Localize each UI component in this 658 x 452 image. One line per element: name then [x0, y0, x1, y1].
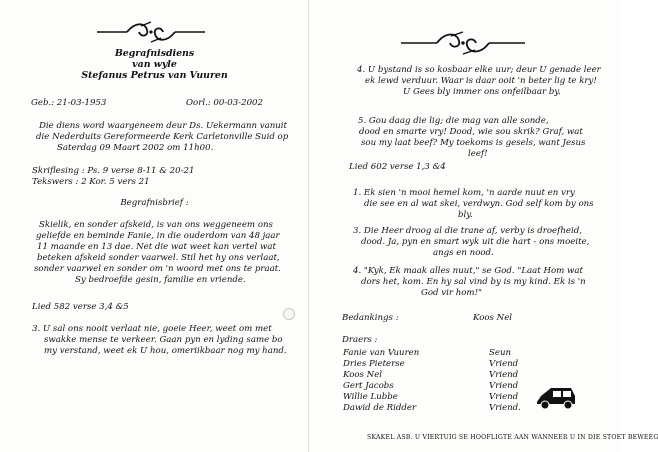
letter-line: sonder vaarwel en sonder om 'n woord met ons te praat. [34, 264, 281, 274]
hymn-verse-line: my verstand, weet ek U hou, omeriikbaar nog my hand. [44, 346, 287, 356]
hymn-reference: Lied 582 verse 3,4 &5 [32, 302, 129, 312]
letter-heading: Begrafnisbrief : [120, 198, 189, 208]
hymn-verse-line: U Gees bly immer ons onfeilbaar by. [403, 87, 561, 97]
hymn-verse-line: sou my laat beef? My toekoms is gesels, want Jesus [361, 138, 586, 148]
hymn-verse-line: leef! [468, 149, 488, 159]
letter-line: Sy bedroefde gesin, familie en vriende. [75, 275, 246, 285]
hymn-verse-line: 4. U bystand is so kosbaar elke uur; deur U genade leer [357, 65, 601, 75]
hymn-verse-line: 1. Ek sien 'n mooi hemel kom, 'n aarde nuut en vry [353, 188, 575, 198]
bearer-role: Vriend [489, 370, 519, 380]
bearers-label: Draers : [342, 335, 378, 345]
hymn-verse-line: God vir hom!" [421, 288, 482, 298]
deceased-name: Stefanus Petrus van Vuuren [81, 70, 228, 81]
bearer-role: Vriend [489, 381, 519, 391]
hymn-verse-line: 3. U sal ons nooit verlaat nie, goeie Heer, weet om met [32, 324, 272, 334]
birth-date: Geb.: 21-03-1953 [31, 98, 107, 108]
bearer-name: Dries Pieterse [343, 359, 405, 369]
bearer-role: Vriend [489, 359, 519, 369]
left-page [0, 0, 309, 452]
bearer-name: Fanie van Vuuren [343, 348, 420, 358]
hymn-reference: Lied 602 verse 1,3 &4 [349, 162, 446, 172]
hymn-verse-line: dors het, kom. En hy sal vind by is my kind. Ek is 'n [361, 277, 586, 287]
bearer-role: Seun [489, 348, 512, 358]
death-date: Oorl.: 00-03-2002 [186, 98, 263, 108]
thanks-label: Bedankings : [342, 313, 399, 323]
procession-notice: SKAKEL ASB. U VIERTUIG SE HOOFLIGTE AAN WANNEER U IN DIE STOET BEWEEG [367, 434, 658, 441]
hymn-verse-line: 4. "Kyk, Ek maak alles nuut," se God. "Laat Hom wat [353, 266, 583, 276]
letter-line: 11 maande en 13 dae. Net die wat weet kan vertel wat [37, 242, 276, 252]
right-page [309, 0, 658, 452]
hymn-verse-line: ek lewd verduur. Waar is daar ooit 'n beter lig te kry! [365, 76, 597, 86]
thanks-name: Koos Nel [473, 313, 513, 323]
bearer-name: Koos Nel [343, 370, 383, 380]
letter-line: Skielik, en sonder afskeid, is van ons weggeneem ons [39, 220, 273, 230]
letter-line: beteken afskeid sonder vaarwel. Stil het hy ons verlaat, [37, 253, 280, 263]
bearer-role: Vriend [489, 392, 519, 402]
punch-hole [283, 308, 295, 320]
text-verse: Tekswers : 2 Kor. 5 vers 21 [32, 177, 150, 187]
hymn-verse-line: dood. Ja, pyn en smart wyk uit die hart - ons moeite, [361, 237, 590, 247]
hymn-verse-line: die see en al wat skei, verdwyn. God self kom by ons [364, 199, 594, 209]
service-line: Saterdag 09 Maart 2002 om 11h00. [57, 143, 214, 153]
hymn-verse-line: dood en smarte vry! Dood, wie sou skrik? Graf, wat [359, 127, 583, 137]
hymn-verse-line: bly. [458, 210, 473, 220]
letter-line: geliefde en beminde Fanie, in die ouderdom van 48 jaar [36, 231, 280, 241]
service-title: Begrafnisdiens [114, 48, 195, 59]
service-line: Die diens word waargeneem deur Ds. Uekermann vanuit [39, 121, 288, 131]
bearer-name: Willie Lubbe [343, 392, 398, 402]
bearer-role: Vriend. [489, 403, 521, 413]
bearer-name: Gert Jacobs [343, 381, 394, 391]
hymn-verse-line: swakke mense te verkeer. Gaan pyn en lyding same bo [44, 335, 283, 345]
hymn-verse-line: angs en nood. [433, 248, 494, 258]
service-line: die Nederduits Gereformeerde Kerk Carletonville Suid op [36, 132, 289, 142]
hymn-verse-line: 5. Gou daag die lig; die mag van alle sonde, [358, 116, 549, 126]
hymn-verse-line: 3. Die Heer droog al die trane af, verby is droefheid, [353, 226, 582, 236]
bearer-name: Dawid de Ridder [343, 403, 417, 413]
hearse-icon [535, 374, 577, 416]
scripture-reading: Skriflesing : Ps. 9 verse 8-11 & 20-21 [32, 166, 195, 176]
flourish-ornament [399, 30, 527, 56]
flourish-ornament [95, 20, 207, 44]
service-subtitle: van wyle [132, 59, 177, 70]
